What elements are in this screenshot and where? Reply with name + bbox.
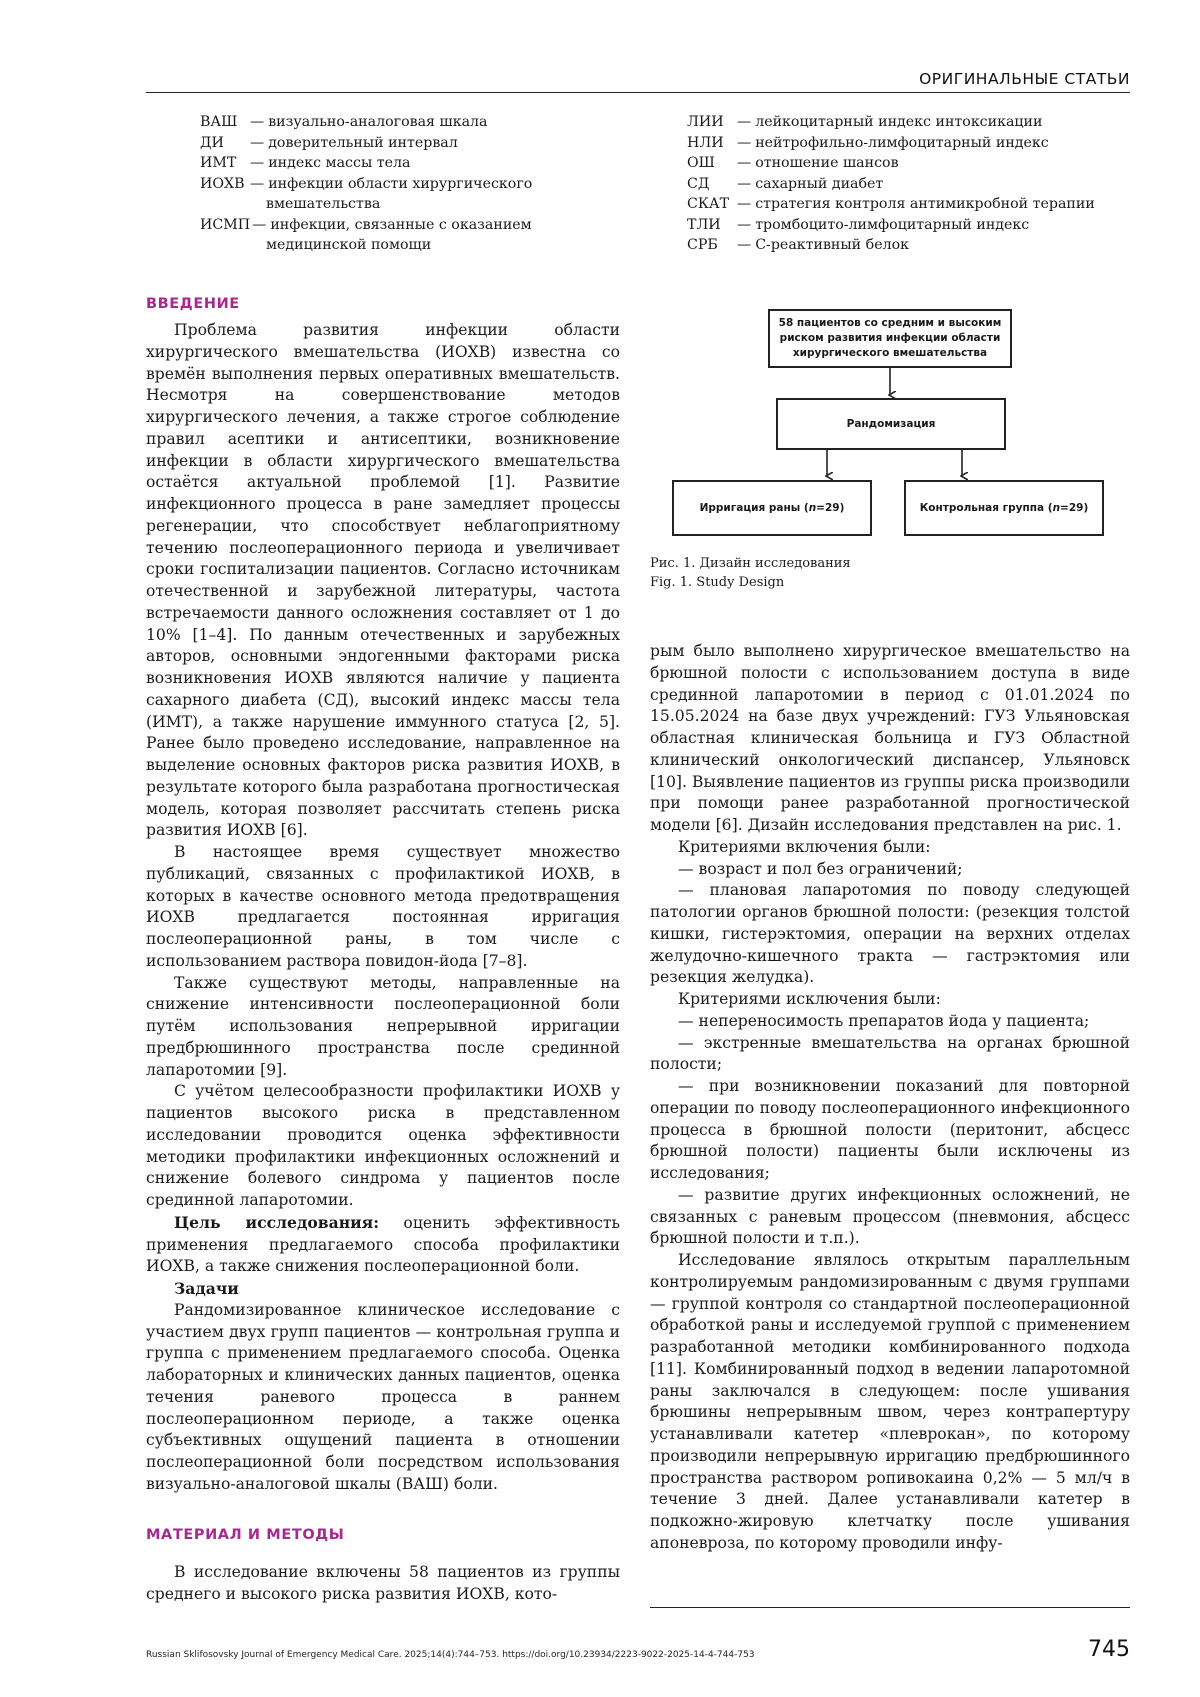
diagram-box-randomization: Рандомизация — [776, 398, 1006, 450]
abbr-term: ДИ — [200, 134, 224, 151]
abbr-def: индекс массы тела — [268, 155, 411, 171]
abbr-item: ИМТ — индекс массы тела — [200, 153, 630, 174]
abbr-def-cont: вмешательства — [266, 196, 381, 212]
diagram-box-control — [904, 480, 1104, 536]
intro-paragraph-1: Проблема развития инфекции области хирургического вмешательства (ИОХВ) известна со времён выполнения первых оперативных вмешательств. Несмотря на совершенствование методов хирургического лечения, а также строгое соблюдение правил асептики и антисептики, возникновение инфекции в области хирургического вмешательства остаётся актуальной проблемой [1]. Развитие инфекционного процесса в ране замедляет процессы регенерации, что способствует неблагоприятному течению послеоперационного периода и увеличивает сроки госпитализации пациентов. Согласно источникам отечественной и зарубежной литературы, частота встречаемости данного осложнения составляет от 1 до 10% [1–4]. По данным отечественных и зарубежных авторов, основными эндогенными факторами риска возникновения ИОХВ являются наличие у пациента сахарного диабета (СД), высокий индекс массы тела (ИМТ), а также нарушение иммунного статуса [2, 5]. Ранее было проведено исследование, направленное на выделение основных факторов риска развития ИОХВ, в результате которого была разработана прогностическая модель, которая позволяет рассчитать степень риска развития ИОХВ [6]. — [146, 321, 620, 840]
inclusion-item-2: — плановая лапаротомия по поводу следующей патологии органов брюшной полости: (резекция толстой кишки, гистерэктомия, операции на верхних отделах желудочно-кишечного тракта — гастрэктомия или резекция желудка). — [650, 881, 1130, 987]
abbr-item: ИСМП — инфекции, связанные с оказанием — [200, 215, 630, 236]
abbr-term: НЛИ — [687, 134, 724, 151]
abbr-def: сахарный диабет — [755, 175, 884, 192]
abbr-term: СРБ — [687, 237, 718, 253]
intro-paragraph-2: В настоящее время существует множество публикаций, связанных с профилактикой ИОХВ, в которых в качестве основного метода предотвращения ИОХВ предлагается постоянная ирригация послеоперационной раны, в том числе с использованием раствора повидон-йода [7–8]. — [146, 843, 620, 970]
n-letter: n — [1052, 501, 1061, 514]
tasks-paragraph: Рандомизированное клиническое исследование с участием двух групп пациентов — контрольная группа и группа с применением предлагаемого способа. Оценка лабораторных и клинических данных пациентов, оценка течения раневого процесса в раннем послеоперационном периоде, а также оценка субъективных ощущений пациента в отношении послеоперационной боли посредством использования визуально-аналоговой шкалы (ВАШ) боли. — [146, 1300, 620, 1493]
abbr-def: визуально-аналоговая шкала — [268, 114, 488, 130]
caption-ru: Рис. 1. Дизайн исследования — [650, 556, 851, 571]
abbr-item: ТЛИ — тромбоцито-лимфоцитарный индекс — [687, 215, 1167, 236]
aim-label: Цель исследования: — [174, 1212, 379, 1232]
aim-paragraph — [146, 1212, 620, 1278]
abbr-item: НЛИ — нейтрофильно-лимфоцитарный индекс — [687, 133, 1167, 154]
abbr-item: ЛИИ — лейкоцитарный индекс интоксикации — [687, 112, 1167, 133]
abbr-def: С-реактивный белок — [755, 237, 910, 253]
control-label — [920, 501, 1089, 516]
abbr-term: ИМТ — [200, 155, 237, 171]
right-column — [650, 641, 1130, 1555]
caption-en: Fig. 1. Study Design — [650, 575, 785, 590]
abbr-def-cont: медицинской помощи — [266, 237, 432, 253]
aim-text: оценить эффективность применения предлагаемого способа профилактики ИОХВ, а также снижения послеоперационной боли. — [146, 1213, 620, 1276]
abbr-def: отношение шансов — [755, 155, 899, 171]
page-header — [146, 62, 1130, 93]
left-column — [146, 320, 620, 1496]
intro-paragraph-4: С учётом целесообразности профилактики ИОХВ у пациентов высокого риска в представленном исследовании проводится оценка эффективности методики профилактики инфекционных осложнений и снижение болевого синдрома у пациентов после срединной лапаротомии. — [146, 1082, 620, 1209]
irrigation-label — [700, 501, 845, 516]
figure-caption — [650, 554, 851, 592]
exclusion-heading: Критериями исключения были: — [678, 990, 941, 1008]
abbr-term: СД — [687, 175, 710, 192]
abbr-item: СД — сахарный диабет — [687, 174, 1167, 195]
abbreviations-right — [687, 112, 1167, 256]
n-letter: n — [808, 501, 817, 514]
tasks-heading: Задачи — [174, 1279, 239, 1298]
section-title: ОРИГИНАЛЬНЫЕ СТАТЬИ — [919, 70, 1130, 88]
abbr-term: ВАШ — [200, 114, 238, 130]
exclusion-item-3: — при возникновении показаний для повторной операции по поводу послеоперационного инфекционного процесса в брюшной полости (перитонит, абсцесс брюшной полости) пациенты были исключены из исследования; — [650, 1077, 1130, 1182]
design-paragraph: Исследование являлось открытым параллельным контролируемым рандомизированным с двумя группами — группой контроля со стандартной послеоперационной обработкой раны и исследуемой группой с применением разработанной методики комбинированного подхода [11]. Комбинированный подход в ведении лапаротомной раны заключался в следующем: после ушивания брюшины непрерывным швом, через контрапертуру устанавливали катетер «плеврокан», по которому производили непрерывную ирригацию предбрюшинного пространства раствором ропивокаина 0,2% — 5 мл/ч в течение 3 дней. Далее устанавливали катетер в подкожно-жировую клетчатку после ушивания апоневроза, по которому проводили инфу- — [650, 1251, 1130, 1552]
inclusion-item-1: — возраст и пол без ограничений; — [678, 859, 963, 878]
irrigation-label-pre: Ирригация раны ( — [699, 501, 809, 514]
abbr-def: доверительный интервал — [268, 134, 458, 151]
abbr-def: инфекции области хирургического — [268, 175, 533, 192]
methods-paragraph-start — [146, 1562, 620, 1606]
footer-citation: Russian Sklifosovsky Journal of Emergency Medical Care. 2025;14(4):744–753. https://doi.org/10.23934/2223-9022-2025-14-4-744-753 — [146, 1650, 755, 1660]
methods-heading: МАТЕРИАЛ И МЕТОДЫ — [146, 1527, 345, 1543]
methods-paragraph-1: В исследование включены 58 пациентов из группы среднего и высокого риска развития ИОХВ, кото- — [146, 1563, 620, 1603]
abbr-term: ИСМП — [200, 216, 251, 233]
abbr-item: СРБ — С-реактивный белок — [687, 235, 1167, 256]
footnote-divider — [650, 1607, 1130, 1608]
abbr-term: ЛИИ — [687, 114, 724, 130]
exclusion-item-2: — экстренные вмешательства на органах брюшной полости; — [650, 1033, 1130, 1074]
control-label-pre: Контрольная группа ( — [919, 501, 1053, 514]
abbr-term: ИОХВ — [200, 175, 245, 192]
abbr-term: СКАТ — [687, 196, 730, 212]
abbr-def: нейтрофильно-лимфоцитарный индекс — [755, 134, 1049, 151]
abbr-term: ТЛИ — [687, 216, 721, 233]
exclusion-item-4: — развитие других инфекционных осложнений, не связанных с раневым процессом (пневмония, абсцесс брюшной полости и т.п.). — [650, 1185, 1130, 1248]
abbr-def: инфекции, связанные с оказанием — [270, 216, 532, 233]
irrigation-label-post: =29) — [816, 501, 845, 514]
page-number: 745 — [1088, 1637, 1130, 1662]
abbr-term: ОШ — [687, 155, 715, 171]
abbr-def: тромбоцито-лимфоцитарный индекс — [755, 216, 1030, 233]
abbr-def: лейкоцитарный индекс интоксикации — [755, 114, 1043, 130]
abbr-item: ИОХВ — инфекции области хирургического — [200, 174, 630, 195]
abbr-item: ВАШ — визуально-аналоговая шкала — [200, 112, 630, 133]
control-label-post: =29) — [1060, 501, 1089, 514]
intro-paragraph-3: Также существуют методы, направленные на снижение интенсивности послеоперационной боли путём использования непрерывной ирригации предбрюшинного пространства после срединной лапаротомии [9]. — [146, 973, 620, 1079]
abbr-item: ДИ — доверительный интервал — [200, 133, 630, 154]
methods-paragraph-1-cont: рым было выполнено хирургическое вмешательство на брюшной полости с использованием доступа в виде срединной лапаротомии в период с 01.01.2024 по 15.05.2024 на базе двух учреждений: ГУЗ Ульяновская областная клиническая больница и ГУЗ Областной клинический онкологический диспансер, Ульяновск [10]. Выявление пациентов из группы риска производили при помощи ранее разработанной прогностической модели [6]. Дизайн исследования представлен на рис. 1. — [650, 642, 1130, 834]
intro-heading: ВВЕДЕНИЕ — [146, 296, 240, 312]
study-design-diagram — [672, 309, 1132, 554]
abbr-def: стратегия контроля антимикробной терапии — [755, 196, 1095, 212]
exclusion-item-1: — непереносимость препаратов йода у пациента; — [678, 1011, 1090, 1030]
abbr-item: ОШ — отношение шансов — [687, 153, 1167, 174]
inclusion-heading: Критериями включения были: — [678, 837, 931, 856]
diagram-box-irrigation — [672, 480, 872, 536]
diagram-box-patients: 58 пациентов со средним и высоким риском развития инфекции области хирургического вмешательства — [768, 309, 1012, 368]
abbreviations-left — [200, 112, 630, 256]
abbr-item: СКАТ — стратегия контроля антимикробной терапии — [687, 194, 1167, 215]
